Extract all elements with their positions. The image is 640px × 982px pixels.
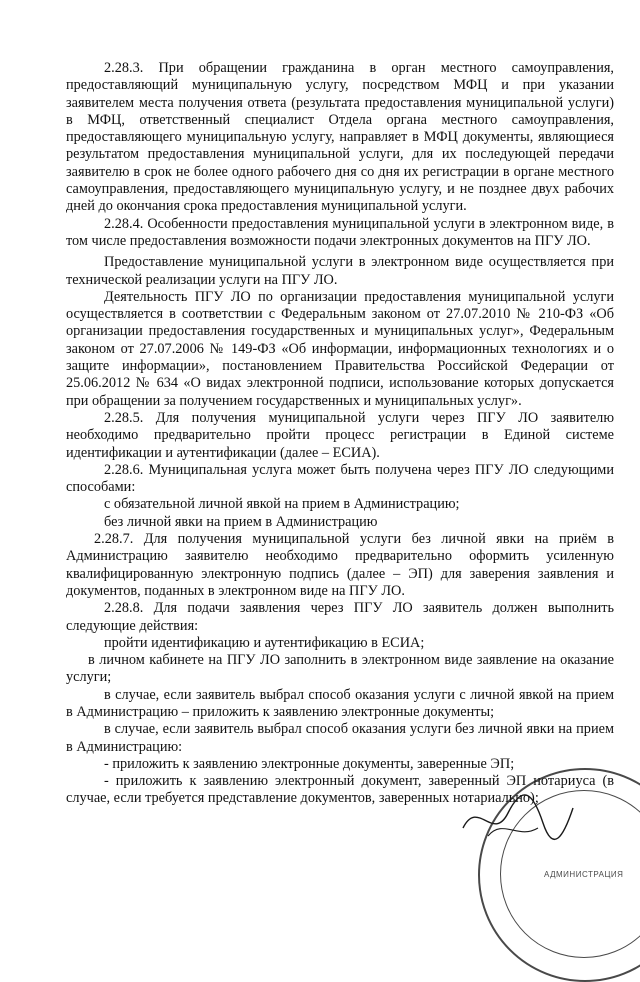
document-page: [66, 60, 614, 808]
paragraph-electronic-form: Предоставление муниципальной услуги в электронном виде осуществляется при технической реализации услуги на ПГУ ЛО.: [66, 254, 614, 288]
sub-step-attach-ep: - приложить к заявлению электронные документы, заверенные ЭП;: [104, 755, 515, 772]
paragraph-2-28-3: 2.28.3. При обращении гражданина в орган местного самоуправления, предоставляющий муниципальную услугу, посредством МФЦ и при указании заявителем места получения ответа (результата предоставления муниципальной услуги) в МФЦ, ответственный специалист Отдела органа местного самоуправления, предоставляющего муниципальную услугу, направляет в МФЦ документы, являющиеся результатом предоставления муниципальной услуги, для их последующей передачи заявителю в срок не более одного рабочего дня со дня их регистрации в органе местного самоуправления, предоставляющего муниципальную услугу, и не позднее двух рабочих дней до окончания срока предоставления муниципальной услуги.: [66, 60, 614, 215]
list-item-with-visit: с обязательной личной явкой на прием в Администрацию;: [104, 496, 460, 513]
step-with-visit: в случае, если заявитель выбрал способ оказания услуги с личной явкой на прием в Администрацию – приложить к заявлению электронные документы;: [66, 686, 614, 720]
stamp-text: АДМИНИСТРАЦИЯ: [544, 870, 624, 879]
list-item-without-visit: без личной явки на прием в Администрацию: [104, 513, 378, 530]
paragraph-pgu-activity: Деятельность ПГУ ЛО по организации предоставления муниципальной услуги осуществляется в соответствии с Федеральным законом от 27.07.2010 № 210-ФЗ «Об организации предоставления государственных и муниципальных услуг», Федеральным законом от 27.07.2006 № 149-ФЗ «Об информации, информационных технологиях и о защите информации», постановлением Правительства Российской Федерации от 25.06.2012 № 634 «О видах электронной подписи, использование которых допускается при обращении за получением государственных и муниципальных услуг».: [66, 288, 614, 409]
step-without-visit: в случае, если заявитель выбрал способ оказания услуги без личной явки на прием в Администрацию:: [66, 721, 614, 755]
paragraph-2-28-5: 2.28.5. Для получения муниципальной услуги через ПГУ ЛО заявителю необходимо предварительно пройти процесс регистрации в Единой системе идентификации и аутентификации (далее – ЕСИА).: [66, 409, 614, 461]
paragraph-2-28-7: 2.28.7. Для получения муниципальной услуги без личной явки на приём в Администрацию заявителю необходимо предварительно оформить усиленную квалифицированную электронную подпись (далее – ЭП) для заверения заявления и документов, поданных в электронном виде на ПГУ ЛО.: [66, 531, 614, 599]
step-fill-form: в личном кабинете на ПГУ ЛО заполнить в электронном виде заявление на оказание услуги;: [66, 652, 614, 686]
sub-step-attach-notary: - приложить к заявлению электронный документ, заверенный ЭП нотариуса (в случае, если требуется представление документов, заверенных нотариально);: [66, 773, 614, 807]
paragraph-2-28-4: 2.28.4. Особенности предоставления муниципальной услуги в электронном виде, в том числе предоставления возможности подачи электронных документов на ПГУ ЛО.: [66, 215, 614, 249]
step-esia: пройти идентификацию и аутентификацию в ЕСИА;: [104, 634, 425, 651]
paragraph-2-28-8: 2.28.8. Для подачи заявления через ПГУ ЛО заявитель должен выполнить следующие действия:: [66, 600, 614, 634]
paragraph-2-28-6: 2.28.6. Муниципальная услуга может быть получена через ПГУ ЛО следующими способами:: [66, 461, 614, 496]
